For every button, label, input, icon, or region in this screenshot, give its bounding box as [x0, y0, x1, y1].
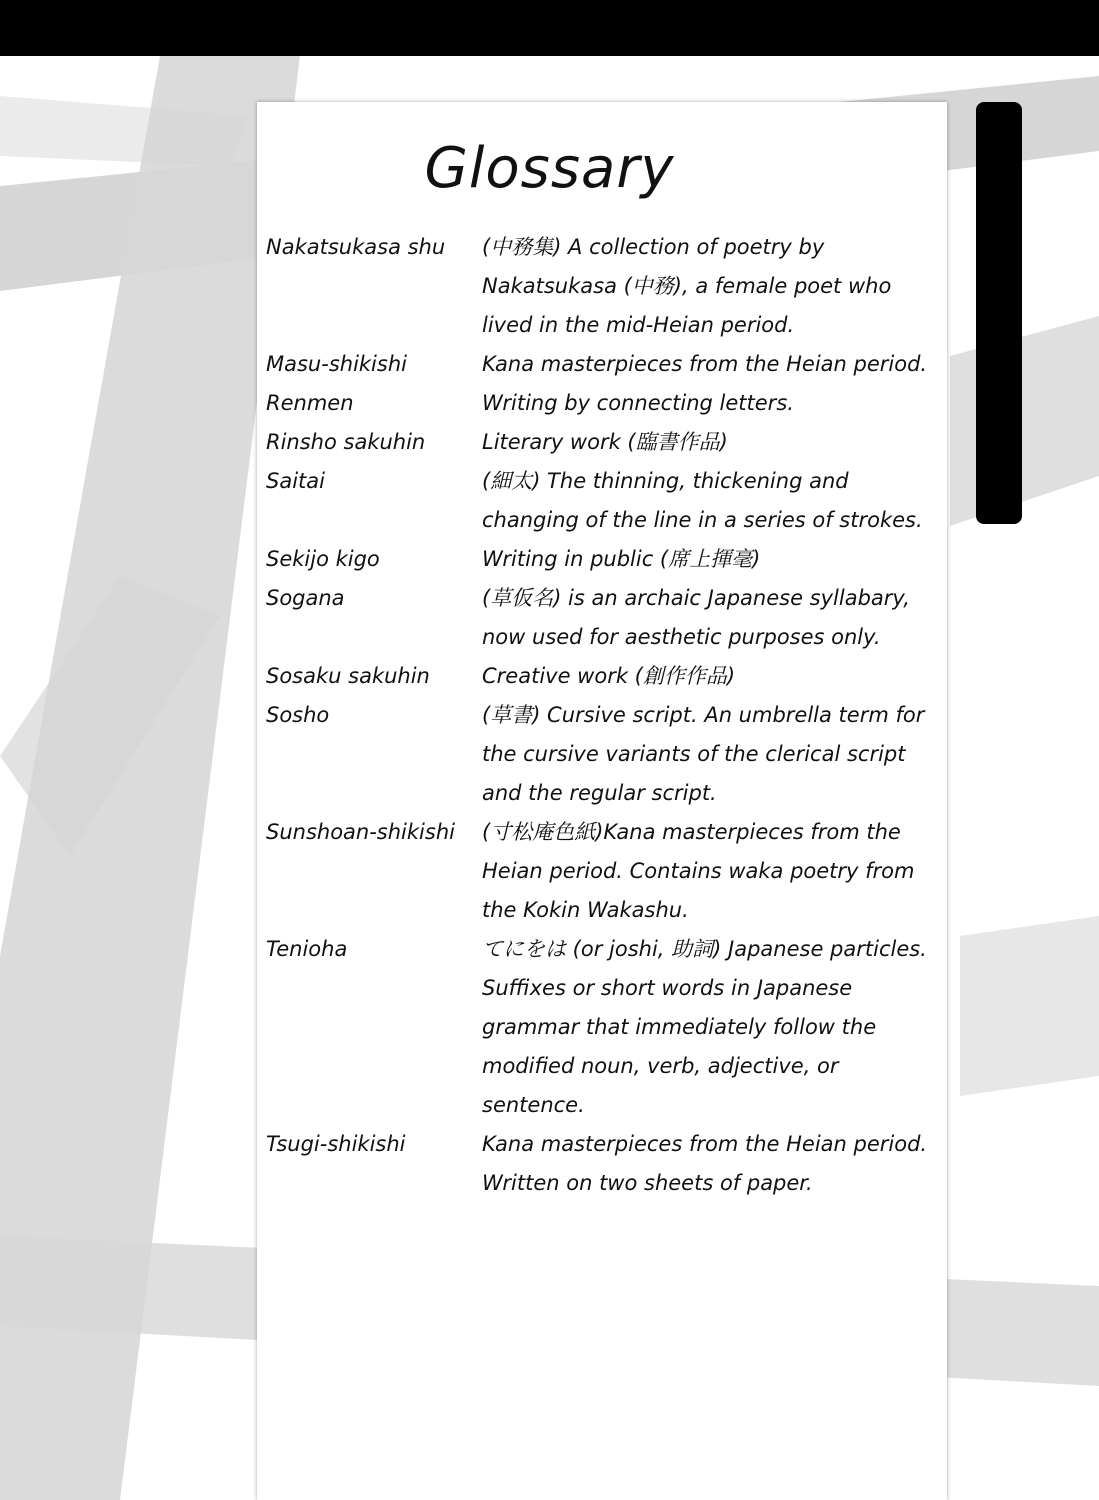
glossary-entry — [266, 579, 946, 657]
glossary-entry — [266, 813, 946, 930]
glossary-entry — [266, 657, 946, 696]
glossary-definition: (草仮名) is an archaic Japanese syllabary, now used for aesthetic purposes only. — [482, 586, 910, 649]
glossary-term: Nakatsukasa shu — [266, 235, 446, 259]
glossary-entry — [266, 462, 946, 540]
glossary-entry — [266, 423, 946, 462]
glossary-definition: Kana masterpieces from the Heian period. — [482, 352, 928, 376]
glossary-term: Rinsho sakuhin — [266, 430, 426, 454]
glossary-definition: (寸松庵色紙)Kana masterpieces from the Heian period. Contains waka poetry from the Kokin Wakashu. — [482, 820, 915, 922]
glossary-definition: てにをは (or joshi, 助詞) Japanese particles. Suffixes or short words in Japanese grammar that immediately follow the modified noun, verb, adjective, or sentence. — [482, 937, 927, 1117]
glossary-term: Sekijo kigo — [266, 547, 380, 571]
glossary-term: Sosaku sakuhin — [266, 664, 430, 688]
glossary-entry — [266, 228, 946, 345]
glossary-term: Sosho — [266, 703, 330, 727]
brush-stroke — [960, 916, 1099, 1096]
glossary-entry — [266, 345, 946, 384]
glossary-term: Saitai — [266, 469, 325, 493]
glossary-definition: (細太) The thinning, thickening and changing of the line in a series of strokes. — [482, 469, 923, 532]
glossary-entry — [266, 930, 946, 1125]
top-black-bar — [0, 0, 1099, 56]
glossary-definition: Creative work (創作作品) — [482, 664, 736, 688]
glossary-definition: (中務集) A collection of poetry by Nakatsukasa (中務), a female poet who lived in the mid-Heian period. — [482, 235, 892, 337]
glossary-entry — [266, 384, 946, 423]
glossary-list — [266, 228, 946, 1203]
glossary-term: Sunshoan-shikishi — [266, 820, 455, 844]
glossary-definition: Literary work (臨書作品) — [482, 430, 728, 454]
glossary-term: Sogana — [266, 586, 345, 610]
glossary-term: Masu-shikishi — [266, 352, 407, 376]
glossary-entry — [266, 696, 946, 813]
glossary-entry — [266, 1125, 946, 1203]
glossary-entry — [266, 540, 946, 579]
glossary-definition: Writing by connecting letters. — [482, 391, 794, 415]
glossary-definition: Kana masterpieces from the Heian period. Written on two sheets of paper. — [482, 1132, 928, 1195]
glossary-term: Renmen — [266, 391, 354, 415]
page-title: Glossary — [424, 136, 675, 201]
brush-stroke — [950, 316, 1099, 526]
glossary-definition: (草書) Cursive script. An umbrella term for the cursive variants of the clerical script and the regular script. — [482, 703, 925, 805]
glossary-term: Tenioha — [266, 937, 348, 961]
glossary-term: Tsugi-shikishi — [266, 1132, 406, 1156]
glossary-definition: Writing in public (席上揮毫) — [482, 547, 761, 571]
